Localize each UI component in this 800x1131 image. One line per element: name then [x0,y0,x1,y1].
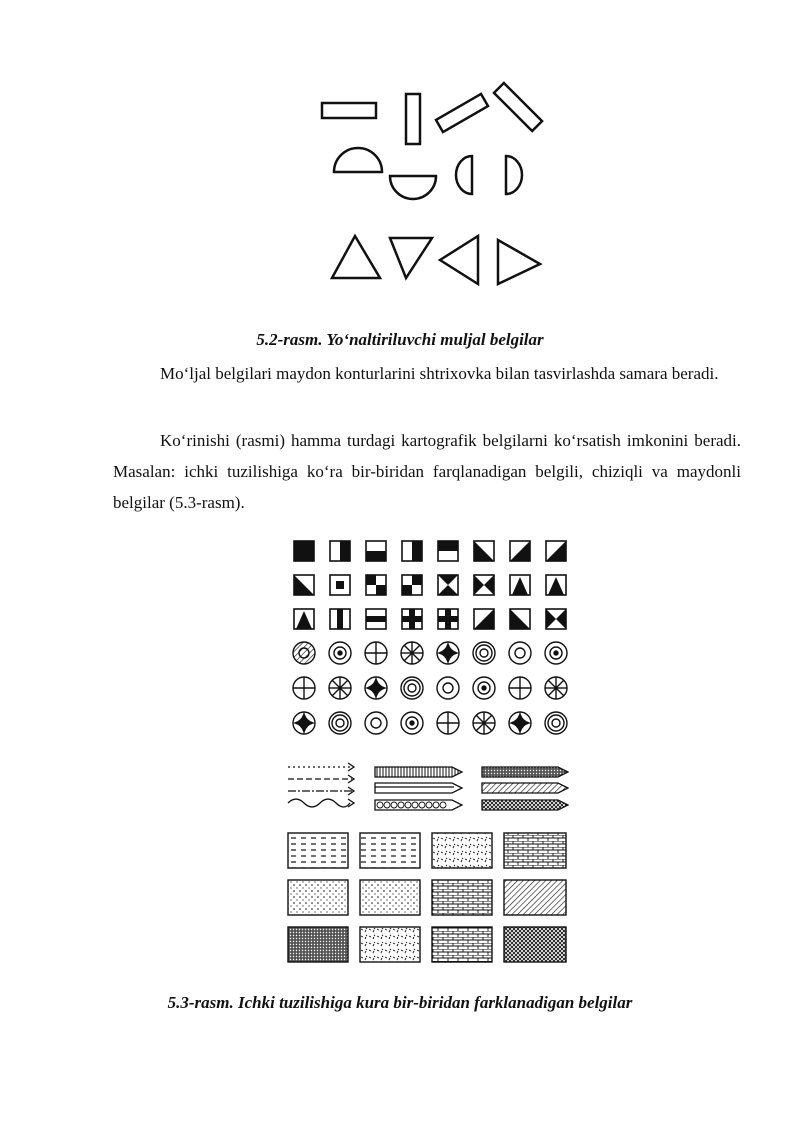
square-symbol [294,609,314,629]
circle-symbol [329,677,351,699]
circle-symbol [437,642,459,664]
paragraph-landmark-symbols: Mo‘ljal belgilari maydon konturlarini shtrixovka bilan tasvirlashda samara beradi. [160,364,719,383]
circle-symbol [545,642,567,664]
square-symbol [546,575,566,595]
square-symbol [294,541,314,561]
square-symbol [402,575,422,595]
square-symbol [330,541,350,561]
triangle-down-symbol [390,238,432,278]
square-symbol [510,575,530,595]
circle-symbol [293,642,315,664]
square-symbol [474,575,494,595]
circle-symbol [401,712,423,734]
circle-symbol [401,642,423,664]
vertical-rectangle-symbol [406,94,420,144]
circle-symbol [545,677,567,699]
circle-symbol [437,677,459,699]
triangle-up-symbol [332,236,380,278]
square-symbol [402,609,422,629]
circle-symbol [509,677,531,699]
diagonal-rectangle-symbol [494,83,542,131]
area-symbols [288,833,566,962]
circle-symbol [437,712,459,734]
circle-symbol [365,677,387,699]
square-symbol [330,575,350,595]
square-symbol [330,609,350,629]
ribbon-arrow-symbols [375,767,568,810]
square-symbol [438,609,458,629]
circle-symbol [329,642,351,664]
circle-symbol [509,712,531,734]
square-symbol [510,541,530,561]
circle-symbol [365,642,387,664]
square-symbol [474,541,494,561]
square-symbol [546,541,566,561]
circle-symbol [401,677,423,699]
orienting-symbols-figure [310,70,550,300]
square-symbol [474,609,494,629]
circle-symbol [509,642,531,664]
internal-structure-symbols-figure [280,535,580,970]
semicircle-right-symbol [506,156,522,194]
paragraph-appearance: Ko‘rinishi (rasmi) hamma turdagi kartografik belgilarni ko‘rsatish imkonini beradi. Masalan: ichki tuzilishiga ko‘ra bir-biridan farqlanadigan belgili, chiziqli va maydonli belgilar (5.3-rasm). [113,431,741,512]
figure-5-3-caption: 5.3-rasm. Ichki tuzilishiga kura bir-biridan farklanadigan belgilar [167,993,633,1012]
circle-symbol [473,642,495,664]
square-symbol [366,609,386,629]
circle-symbol [293,712,315,734]
circle-symbol [293,677,315,699]
circle-symbol [473,712,495,734]
square-symbol [402,541,422,561]
triangle-right-symbol [498,240,540,284]
horizontal-rectangle-symbol [322,103,376,118]
line-symbols [288,763,354,807]
circle-symbol [329,712,351,734]
square-symbol [546,609,566,629]
semicircle-down-symbol [390,176,436,199]
square-symbol [510,609,530,629]
semicircle-left-symbol [456,156,472,194]
figure-5-2-caption: 5.2-rasm. Yo‘naltiriluvchi muljal belgilar [256,330,544,349]
square-symbol [294,575,314,595]
circle-symbol [473,677,495,699]
triangle-left-symbol [440,236,478,284]
circle-symbol [365,712,387,734]
square-symbol [366,541,386,561]
circle-symbol [545,712,567,734]
square-symbol [438,575,458,595]
square-symbol [438,541,458,561]
square-symbol [366,575,386,595]
semicircle-up-symbol [334,148,382,172]
tilted-rectangle-symbol [436,94,488,132]
